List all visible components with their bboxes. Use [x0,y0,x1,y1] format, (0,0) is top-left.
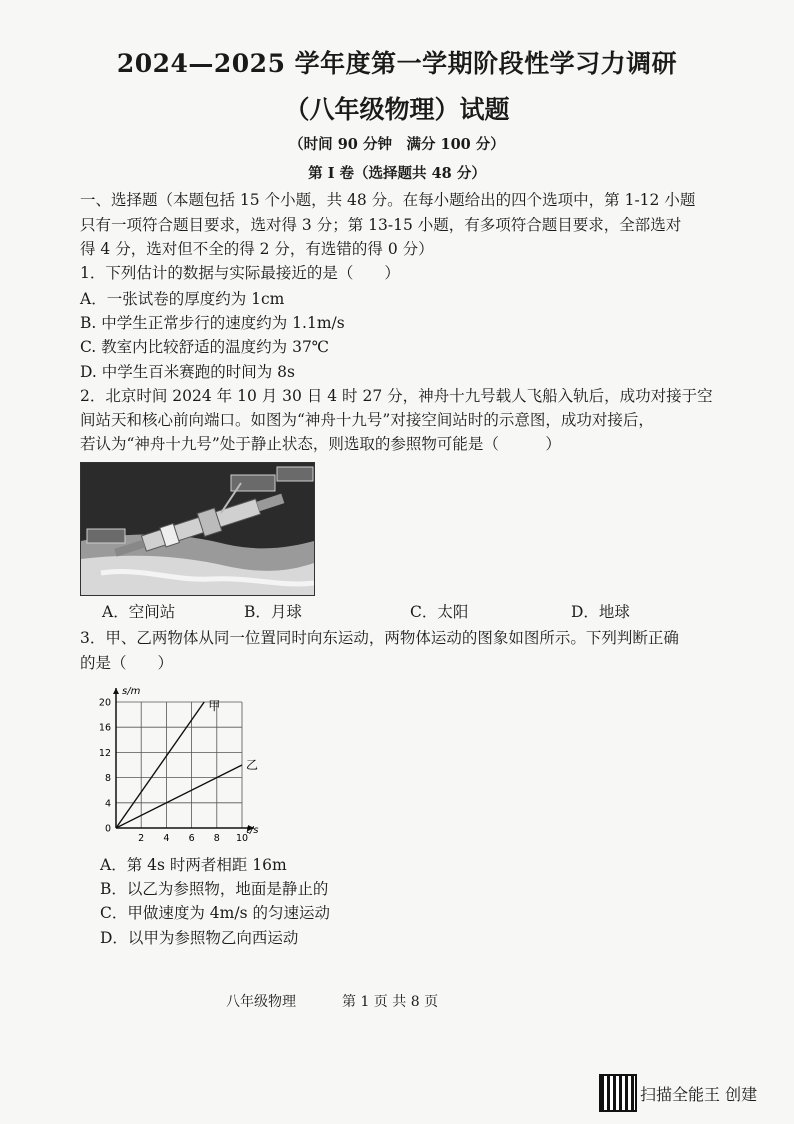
q2-stem-line-2: 间站天和核心前向端口。如图为“神舟十九号”对接空间站时的示意图，成功对接后， [80,411,654,429]
y-tick-label: 4 [104,798,111,810]
series-label-yi: 乙 [246,758,259,772]
q3-option-c: C．甲做速度为 4m/s 的匀速运动 [100,904,330,922]
y-axis-arrow [113,688,119,694]
series-line-yi [116,765,242,828]
q1-option-b: B. 中学生正常步行的速度约为 1.1m/s [80,314,345,332]
y-tick-label: 16 [98,722,111,734]
spacecraft-docking-photo [80,462,315,596]
x-tick-label: 10 [235,833,249,844]
q1-option-d: D. 中学生百米赛跑的时间为 8s [80,363,295,381]
x-axis-label: t/s [246,825,259,836]
spacecraft-illustration [81,463,314,595]
footer-subject: 八年级物理 [226,994,296,1010]
y-tick-label: 0 [104,823,111,835]
series-line-jia [116,702,204,828]
q3-stem-line-1: 3．甲、乙两物体从同一位置同时向东运动，两物体运动的图象如图所示。下列判断正确 [80,629,679,647]
scanner-watermark: 扫描全能王 创建 [640,1085,758,1104]
qr-code-icon [599,1074,637,1112]
x-tick-label: 4 [163,833,170,844]
y-tick-label: 12 [98,747,111,759]
y-tick-label: 20 [98,697,111,709]
q2-stem-line-3: 若认为“神舟十九号”处于静止状态，则选取的参照物可能是（ ） [80,435,561,453]
q2-option-b: B．月球 [244,603,302,621]
section-intro-line-3: 得 4 分，选对但不全的得 2 分，有选错的得 0 分） [80,240,434,258]
x-tick-label: 6 [188,833,195,844]
q3-option-a: A．第 4s 时两者相距 16m [100,856,287,874]
q2-stem-line-1: 2．北京时间 2024 年 10 月 30 日 4 时 27 分，神舟十九号载人飞船入轨后，成功对接于空 [80,387,713,405]
exam-subtitle: （八年级物理）试题 [284,95,510,124]
q1-option-a: A．一张试卷的厚度约为 1cm [80,290,285,308]
section-intro-line-2: 只有一项符合题目要求，选对得 3 分；第 13-15 小题，有多项符合题目要求，全部选对 [80,216,682,234]
q3-option-d: D．以甲为参照物乙向西运动 [100,929,299,947]
time-info: （时间 90 分钟 满分 100 分） [289,136,505,153]
q2-option-c: C．太阳 [410,603,469,621]
x-tick-label: 8 [213,833,220,844]
series-label-jia: 甲 [208,699,221,713]
footer-page-number: 第 1 页 共 8 页 [342,994,439,1010]
section-intro-line-1: 一、选择题（本题包括 15 个小题，共 48 分。在每小题给出的四个选项中，第 1-12 小题 [80,191,696,209]
y-tick-label: 8 [104,773,111,785]
q1-option-c: C. 教室内比较舒适的温度约为 37℃ [80,338,330,356]
exam-title: 2024—2025 学年度第一学期阶段性学习力调研 [116,49,678,78]
st-graph [90,676,290,846]
x-tick-label: 2 [138,833,145,844]
q3-option-b: B．以乙为参照物，地面是静止的 [100,880,329,898]
q1-stem: 1．下列估计的数据与实际最接近的是（ ） [80,264,400,282]
q2-option-a: A．空间站 [102,603,176,621]
part-heading: 第 I 卷（选择题共 48 分） [308,165,486,182]
q2-option-d: D．地球 [571,603,630,621]
y-axis-label: s/m [122,686,141,697]
q3-stem-line-2: 的是（ ） [80,654,174,672]
